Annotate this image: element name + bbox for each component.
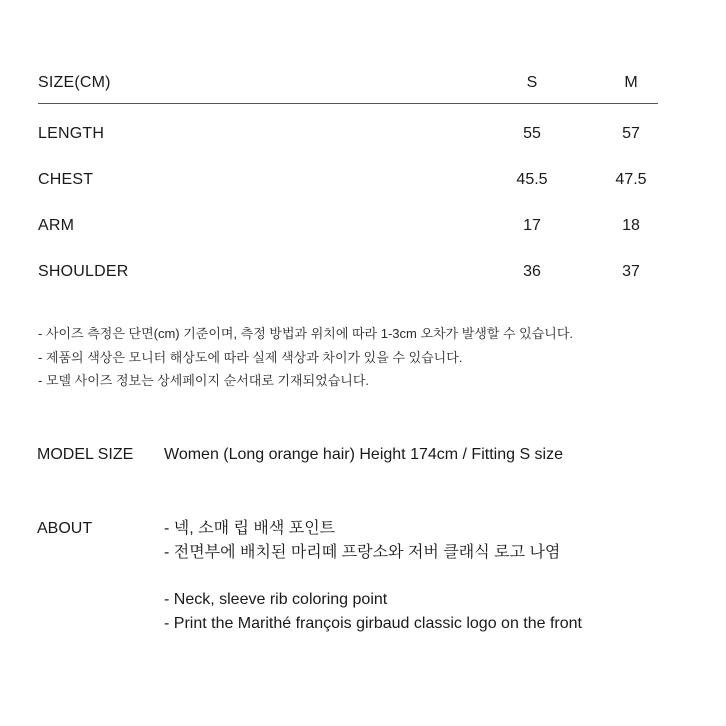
- size-row-chest: [38, 167, 658, 213]
- size-header-s: S: [526, 74, 538, 91]
- about-korean-line: - 전면부에 배치된 마리떼 프랑소와 저버 클래식 로고 나염: [164, 543, 561, 561]
- note-line: - 모델 사이즈 정보는 상세페이지 순서대로 기재되었습니다.: [38, 373, 370, 388]
- size-header-m: M: [624, 74, 638, 91]
- model-size-text: Women (Long orange hair) Height 174cm / Fitting S size: [164, 446, 564, 463]
- size-table-body: [38, 104, 658, 305]
- size-row-arm: [38, 213, 658, 259]
- measurement-notes: [38, 322, 573, 393]
- about-english-line: - Neck, sleeve rib coloring point: [164, 591, 388, 608]
- size-table-header: [38, 70, 658, 104]
- about-english-line: - Print the Marithé françois girbaud classic logo on the front: [164, 614, 582, 632]
- size-header-label: SIZE(CM): [38, 74, 111, 91]
- size-row-s-value: 55: [523, 125, 541, 142]
- size-row-label: ARM: [38, 217, 75, 234]
- about-korean-line: - 넥, 소매 립 배색 포인트: [164, 520, 336, 537]
- about-description: [164, 517, 582, 635]
- size-row-s-value: 36: [523, 263, 541, 280]
- size-row-label: LENGTH: [38, 125, 105, 142]
- size-row-label: CHEST: [38, 171, 94, 188]
- about-label: ABOUT: [37, 520, 93, 537]
- model-size-label: MODEL SIZE: [37, 446, 134, 463]
- size-row-m-value: 37: [622, 263, 640, 280]
- size-row-label: SHOULDER: [38, 263, 129, 280]
- note-line: - 제품의 색상은 모니터 해상도에 따라 실제 색상과 차이가 있을 수 있습니다.: [38, 349, 463, 365]
- size-row-s-value: 45.5: [516, 171, 548, 188]
- note-line: - 사이즈 측정은 단면(cm) 기준이며, 측정 방법과 위치에 따라 1-3cm 오차가 발생할 수 있습니다.: [38, 326, 574, 341]
- size-row-m-value: 57: [622, 125, 640, 142]
- size-row-m-value: 47.5: [615, 171, 647, 188]
- size-row-m-value: 18: [622, 217, 640, 234]
- size-row-length: [38, 121, 658, 167]
- about-spacer: [164, 564, 582, 588]
- size-row-s-value: 17: [523, 217, 541, 234]
- size-row-shoulder: [38, 259, 658, 305]
- size-table: [38, 70, 658, 305]
